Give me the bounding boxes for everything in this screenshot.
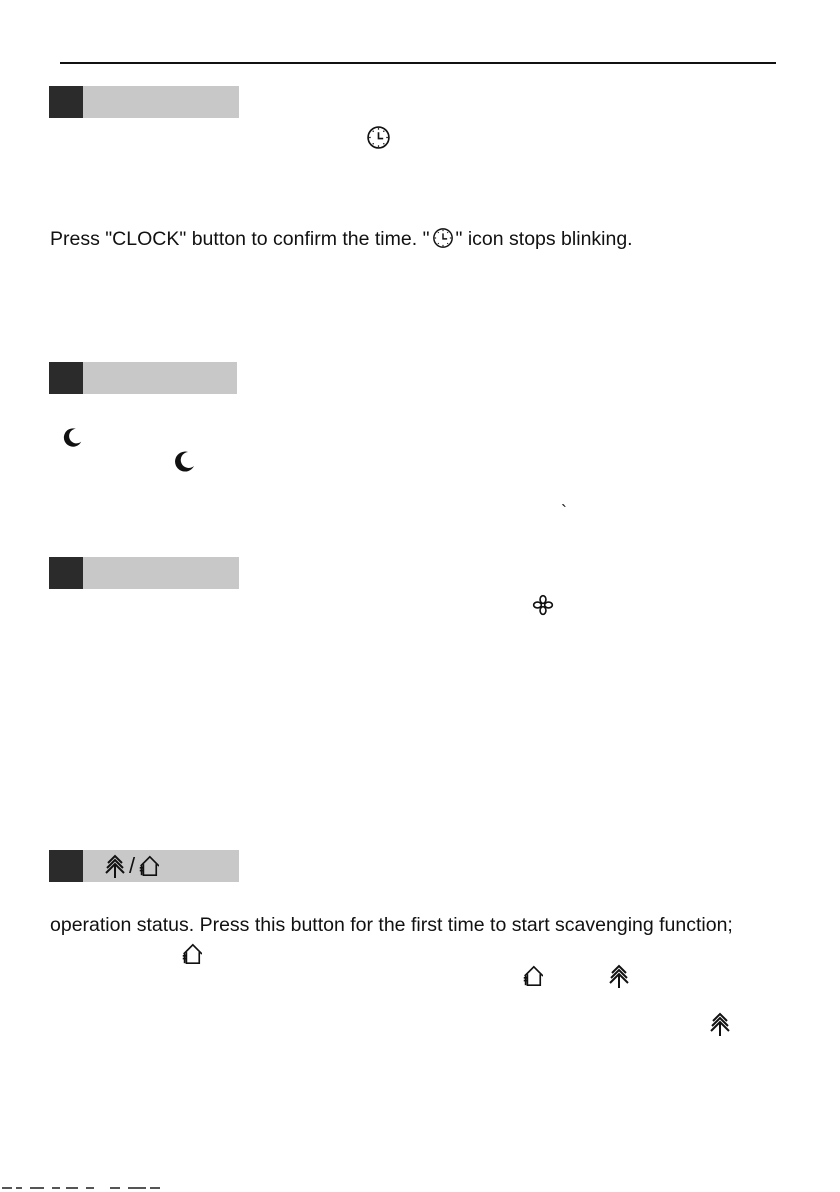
scavenge-paragraph: operation status. Press this button for the first time to start scavenging function; [50, 914, 733, 936]
stray-backtick: ` [561, 502, 567, 522]
section-number-block [49, 557, 83, 589]
label-separator: / [129, 853, 136, 878]
tree-icon [708, 1012, 732, 1036]
section-bar-sleep [49, 362, 237, 394]
section-bar-fan [49, 557, 239, 589]
section-number-block [49, 362, 83, 394]
section-bar-health [49, 850, 239, 882]
tree-icon [103, 854, 127, 878]
section-number-block [49, 850, 83, 882]
house-icon [521, 965, 543, 987]
clock-confirm-paragraph [50, 227, 633, 251]
clock-icon [366, 125, 391, 150]
page-footer-artifact [0, 1186, 200, 1192]
clock-confirm-text-before: Press "CLOCK" button to confirm the time. " [50, 228, 430, 250]
section-bar-clock [49, 86, 239, 118]
fan-icon [532, 594, 554, 616]
clock-confirm-text-after: " icon stops blinking. [455, 228, 633, 250]
moon-icon [62, 426, 84, 448]
tree-icon [607, 964, 631, 988]
section-label-health [103, 853, 159, 879]
header-rule [60, 62, 776, 64]
moon-icon [173, 449, 197, 473]
section-number-block [49, 86, 83, 118]
house-icon [180, 943, 202, 965]
clock-icon [432, 227, 454, 249]
house-icon [137, 855, 159, 877]
